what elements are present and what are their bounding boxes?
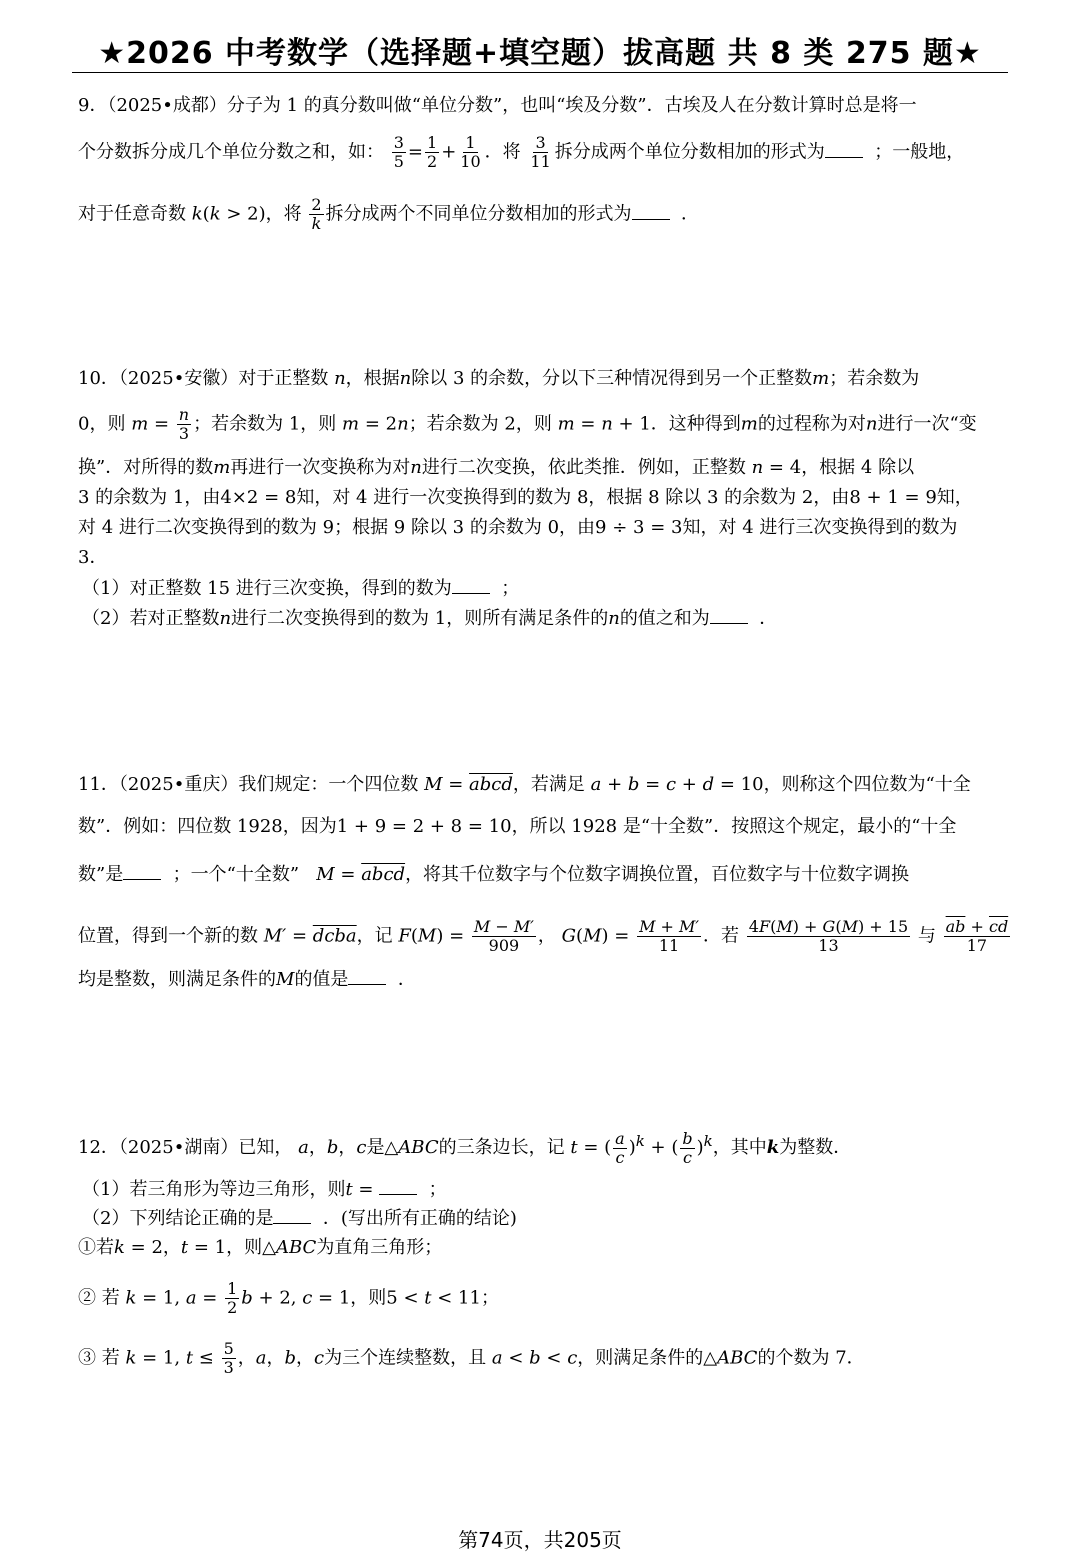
q11-text: ，将其千位数字与个位数字调换位置，百位数字与十位数字调换 — [405, 864, 910, 885]
q12-text: 为三个连续整数，且 — [324, 1347, 487, 1369]
q12-number: 12． — [78, 1137, 119, 1158]
fraction: $\frac{4F(M) + G(M) + 15}{13}$ — [748, 917, 909, 955]
q12-text: ③ 若 — [78, 1347, 120, 1369]
q12-text: ② 若 — [78, 1287, 120, 1309]
q12-text: ，则△ — [226, 1237, 276, 1258]
fraction: $\frac{M - M'}{909}$ — [473, 917, 534, 955]
fraction: $\frac{M + M'}{11}$ — [639, 917, 700, 955]
q10-text: 对 4 进行二次变换得到的数为 9；根据 9 除以 3 的余数为 0，由 — [78, 517, 596, 538]
q9-text: ．将 — [484, 141, 521, 163]
q12-text: （1）若三角形为等边三角形，则 — [82, 1179, 346, 1200]
q12-text: ．(写出所有正确的结论) — [322, 1208, 517, 1229]
q12-line-1: 12．（2025•湖南）已知， a，b，c是△ABC的三条边长，记 t = ( $\frac{a}{c}$ )$^k$ + ( $\frac{b}{c}$ )$^k$，其中k为整数． — [78, 1128, 852, 1167]
q10-text: ； — [501, 578, 520, 599]
q10-text: ，根据 4 除以 — [801, 457, 915, 478]
q11-line-2: 数”．例如：四位数 1928，因为1 + 9 = 2 + 8 = 10，所以 1928 是“十全数”．按照这个规定，最小的“十全 — [78, 816, 957, 837]
q9-text: 拆分成两个单位分数相加的形式为 — [554, 141, 825, 163]
q12-text: ，其中 — [712, 1137, 767, 1158]
q11-line-5: 均是整数，则满足条件的M的值是 ． — [78, 966, 1008, 993]
q12-part-1: （1）若三角形为等边三角形，则t = ； — [82, 1176, 1012, 1203]
q12-text: 已知， — [238, 1137, 293, 1158]
q11-text: ，则称这个四位数为“十全 — [763, 774, 971, 795]
answer-blank[interactable] — [710, 605, 748, 624]
q10-text: 除以 3 的余数，分以下三种情况得到另一个正整数 — [411, 368, 813, 389]
q9-text: 个分数拆分成几个单位分数之和，如： — [78, 141, 384, 163]
q11-text: ， — [537, 925, 556, 947]
q11-text: ，所以 1928 是“十全数”．按照这个规定，最小的“十全 — [511, 816, 957, 837]
q10-text: 3 的余数为 1，由 — [78, 487, 221, 508]
q10-line-1: 10．（2025•安徽）对于正整数 n，根据n除以 3 的余数，分以下三种情况得到另一个正整数m；若余数为 — [78, 368, 920, 389]
fraction: $\frac{3}{11}$ — [530, 133, 551, 171]
q10-text: 知，对 4 进行三次变换得到的数为 — [682, 517, 958, 538]
q10-text: 进行二次变换得到的数为 1，则所有满足条件的 — [231, 608, 609, 629]
q12-option-3: ③ 若 k = 1, t ≤ $\frac{5}{3}$ ，a，b，c为三个连续整数，且 a < b < c，则满足条件的△ABC的个数为 7． — [78, 1339, 865, 1377]
q12-text: 为直角三角形； — [316, 1237, 443, 1258]
q12-text: ； — [428, 1179, 447, 1200]
answer-blank[interactable] — [452, 575, 490, 594]
q11-text: ，记 — [356, 925, 393, 947]
q11-number: 11． — [78, 774, 119, 795]
q11-text: 位置，得到一个新的数 — [78, 925, 258, 947]
q11-text: 的值是 — [294, 969, 349, 990]
q10-text: ． — [759, 608, 778, 629]
q12-text: ①若 — [78, 1237, 114, 1258]
q12-source: （2025•湖南） — [118, 1137, 239, 1158]
q11-source: （2025•重庆） — [118, 774, 239, 795]
fraction: $\frac{5}{3}$ — [223, 1339, 234, 1377]
fraction: $\frac{2}{k}$ — [311, 195, 322, 233]
q9-text: ． — [680, 203, 699, 225]
q12-text: 的个数为 7． — [757, 1347, 865, 1369]
q9-line-2: 个分数拆分成几个单位分数之和，如： $\frac{3}{5}$ = $\frac{1}{2}$ + $\frac{1}{10}$ ．将 $\frac{3}{11}$ 拆分成两个单位分数相加的形式为 ；一般地， — [78, 133, 965, 171]
fraction: $\frac{1}{10}$ — [460, 133, 481, 171]
q11-line-1: 11．（2025•重庆）我们规定：一个四位数 M = abcd，若满足 a + b = c + d = 10，则称这个四位数为“十全 — [78, 774, 971, 795]
q10-text: 进行二次变换，依此类推．例如，正整数 — [421, 457, 746, 478]
q9-line-1 — [78, 93, 1008, 119]
q10-text: （1）对正整数 15 进行三次变换，得到的数为 — [82, 578, 452, 599]
fraction: $\frac{1}{2}$ — [227, 1279, 238, 1317]
q9-number: 9． — [78, 95, 108, 116]
fraction: $\frac{n}{3}$ — [178, 405, 190, 443]
q9-text: 拆分成两个不同单位分数相加的形式为 — [325, 203, 632, 225]
q10-text: ；若余数为 — [829, 368, 920, 389]
q9-text: 分子为 1 的真分数叫做“单位分数”，也叫“埃及分数”．古埃及人在分数计算时总是将一 — [226, 95, 917, 116]
q10-part-2: （2）若对正整数n进行二次变换得到的数为 1，则所有满足条件的n的值之和为 ． — [82, 605, 1012, 632]
fraction: $\frac{b}{c}$ — [682, 1128, 693, 1167]
fraction: $\frac{a}{c}$ — [615, 1128, 625, 1167]
q10-text: 进行一次“变 — [877, 413, 977, 435]
q10-text: ，根据 — [345, 368, 400, 389]
answer-blank[interactable] — [273, 1205, 311, 1224]
q10-line-2: 0，则 m = $\frac{n}{3}$ ；若余数为 1，则 m = 2n；若余数为 2，则 m = n + 1．这种得到m的过程称为对n进行一次“变 — [78, 405, 977, 443]
answer-blank[interactable] — [379, 1176, 417, 1195]
q11-line-3: 数”是 ；一个“十全数” M = abcd，将其千位数字与个位数字调换位置，百位数字与十位数字调换 — [78, 861, 1008, 888]
q10-text: ．这种得到 — [650, 413, 741, 435]
q9-text: 对于任意奇数 — [78, 203, 186, 225]
answer-blank[interactable] — [632, 201, 670, 220]
answer-blank[interactable] — [348, 966, 386, 985]
q10-text: 0，则 — [78, 413, 126, 435]
q10-text: ；若余数为 1，则 — [193, 413, 337, 435]
q11-text: ．若 — [703, 925, 740, 947]
q10-text: 换”．对所得的数 — [78, 457, 214, 478]
q10-part-1 — [82, 575, 1012, 602]
q10-text: 的值之和为 — [619, 608, 710, 629]
page-footer: 第74页，共205页 — [458, 1528, 622, 1552]
q10-text: 再进行一次变换称为对 — [230, 457, 411, 478]
q10-text: 的过程称为对 — [757, 413, 866, 435]
q9-line-3: 对于任意奇数 k(k > 2)，将 $\frac{2}{k}$ 拆分成两个不同单位分数相加的形式为 ． — [78, 195, 699, 233]
q10-line-6: 3． — [78, 547, 108, 568]
q9-text: ，将 — [265, 203, 302, 225]
q10-number: 10． — [78, 368, 119, 389]
q10-text: 知，对 4 进行一次变换得到的数为 8，根据 8 除以 3 的余数为 2，由 — [296, 487, 850, 508]
q12-text: ，则满足条件的△ — [577, 1347, 718, 1369]
answer-blank[interactable] — [123, 861, 161, 880]
q9-text: ；一般地， — [874, 141, 965, 163]
q12-text: 是△ — [366, 1137, 399, 1158]
q12-text: 为整数． — [779, 1137, 852, 1158]
q11-text: ；一个“十全数” — [172, 864, 300, 885]
q10-line-4: 3 的余数为 1，由4×2 = 8知，对 4 进行一次变换得到的数为 8，根据 8 除以 3 的余数为 2，由8 + 1 = 9知， — [78, 487, 973, 508]
q12-option-2: ② 若 k = 1, a = $\frac{1}{2}$ b + 2, c = 1，则5 < t < 11； — [78, 1279, 499, 1317]
q10-line-3: 换”．对所得的数m再进行一次变换称为对n进行二次变换，依此类推．例如，正整数 n = 4，根据 4 除以 — [78, 457, 915, 478]
q11-text: 数”是 — [78, 864, 124, 885]
q10-source: （2025•安徽） — [118, 368, 239, 389]
q12-option-1: ①若k = 2，t = 1，则△ABC为直角三角形； — [78, 1237, 443, 1258]
fraction: $\frac{3}{5}$ — [393, 133, 404, 171]
q12-text: ， — [237, 1347, 256, 1369]
q10-text: 知， — [936, 487, 973, 508]
page-header-title: ★2026 中考数学（选择题+填空题）拔高题 共 8 类 275 题★ — [98, 36, 982, 71]
header-rule — [72, 72, 1008, 73]
q10-text: 对于正整数 — [238, 368, 329, 389]
answer-blank[interactable] — [825, 139, 863, 158]
q10-text: （2）若对正整数 — [82, 608, 220, 629]
q12-text: ，则 — [350, 1287, 387, 1309]
q9-source: （2025•成都） — [107, 95, 227, 116]
q10-line-5: 对 4 进行二次变换得到的数为 9；根据 9 除以 3 的余数为 0，由9 ÷ 3 = 3知，对 4 进行三次变换得到的数为 — [78, 517, 958, 538]
q12-part-2 — [82, 1205, 1012, 1232]
q12-text: ； — [480, 1287, 499, 1309]
q11-text: 均是整数，则满足条件的 — [78, 969, 276, 990]
q12-text: 的三条边长，记 — [438, 1137, 565, 1158]
q11-text: 数”．例如：四位数 1928，因为 — [78, 816, 337, 837]
fraction: $\frac{\overline{ab} + \overline{cd}}{17}$ — [945, 917, 1009, 955]
q11-text: 我们规定：一个四位数 — [238, 774, 419, 795]
q11-text: ，若满足 — [512, 774, 585, 795]
fraction: $\frac{1}{2}$ — [427, 133, 438, 171]
q11-text: 与 — [917, 925, 936, 947]
q11-line-4: 位置，得到一个新的数 M′ = dcba，记 F(M) = $\frac{M - M'}{909}$ ， G(M) = $\frac{M + M'}{11}$ ．若 $\frac{4F(M) + G(M) + 15}{13}$ 与 $\frac{\overline{ab} + \overline{cd}}{17}$ — [78, 917, 1009, 955]
q10-text: ；若余数为 2，则 — [408, 413, 552, 435]
q11-text: ． — [397, 969, 416, 990]
q12-text: （2）下列结论正确的是 — [82, 1208, 274, 1229]
